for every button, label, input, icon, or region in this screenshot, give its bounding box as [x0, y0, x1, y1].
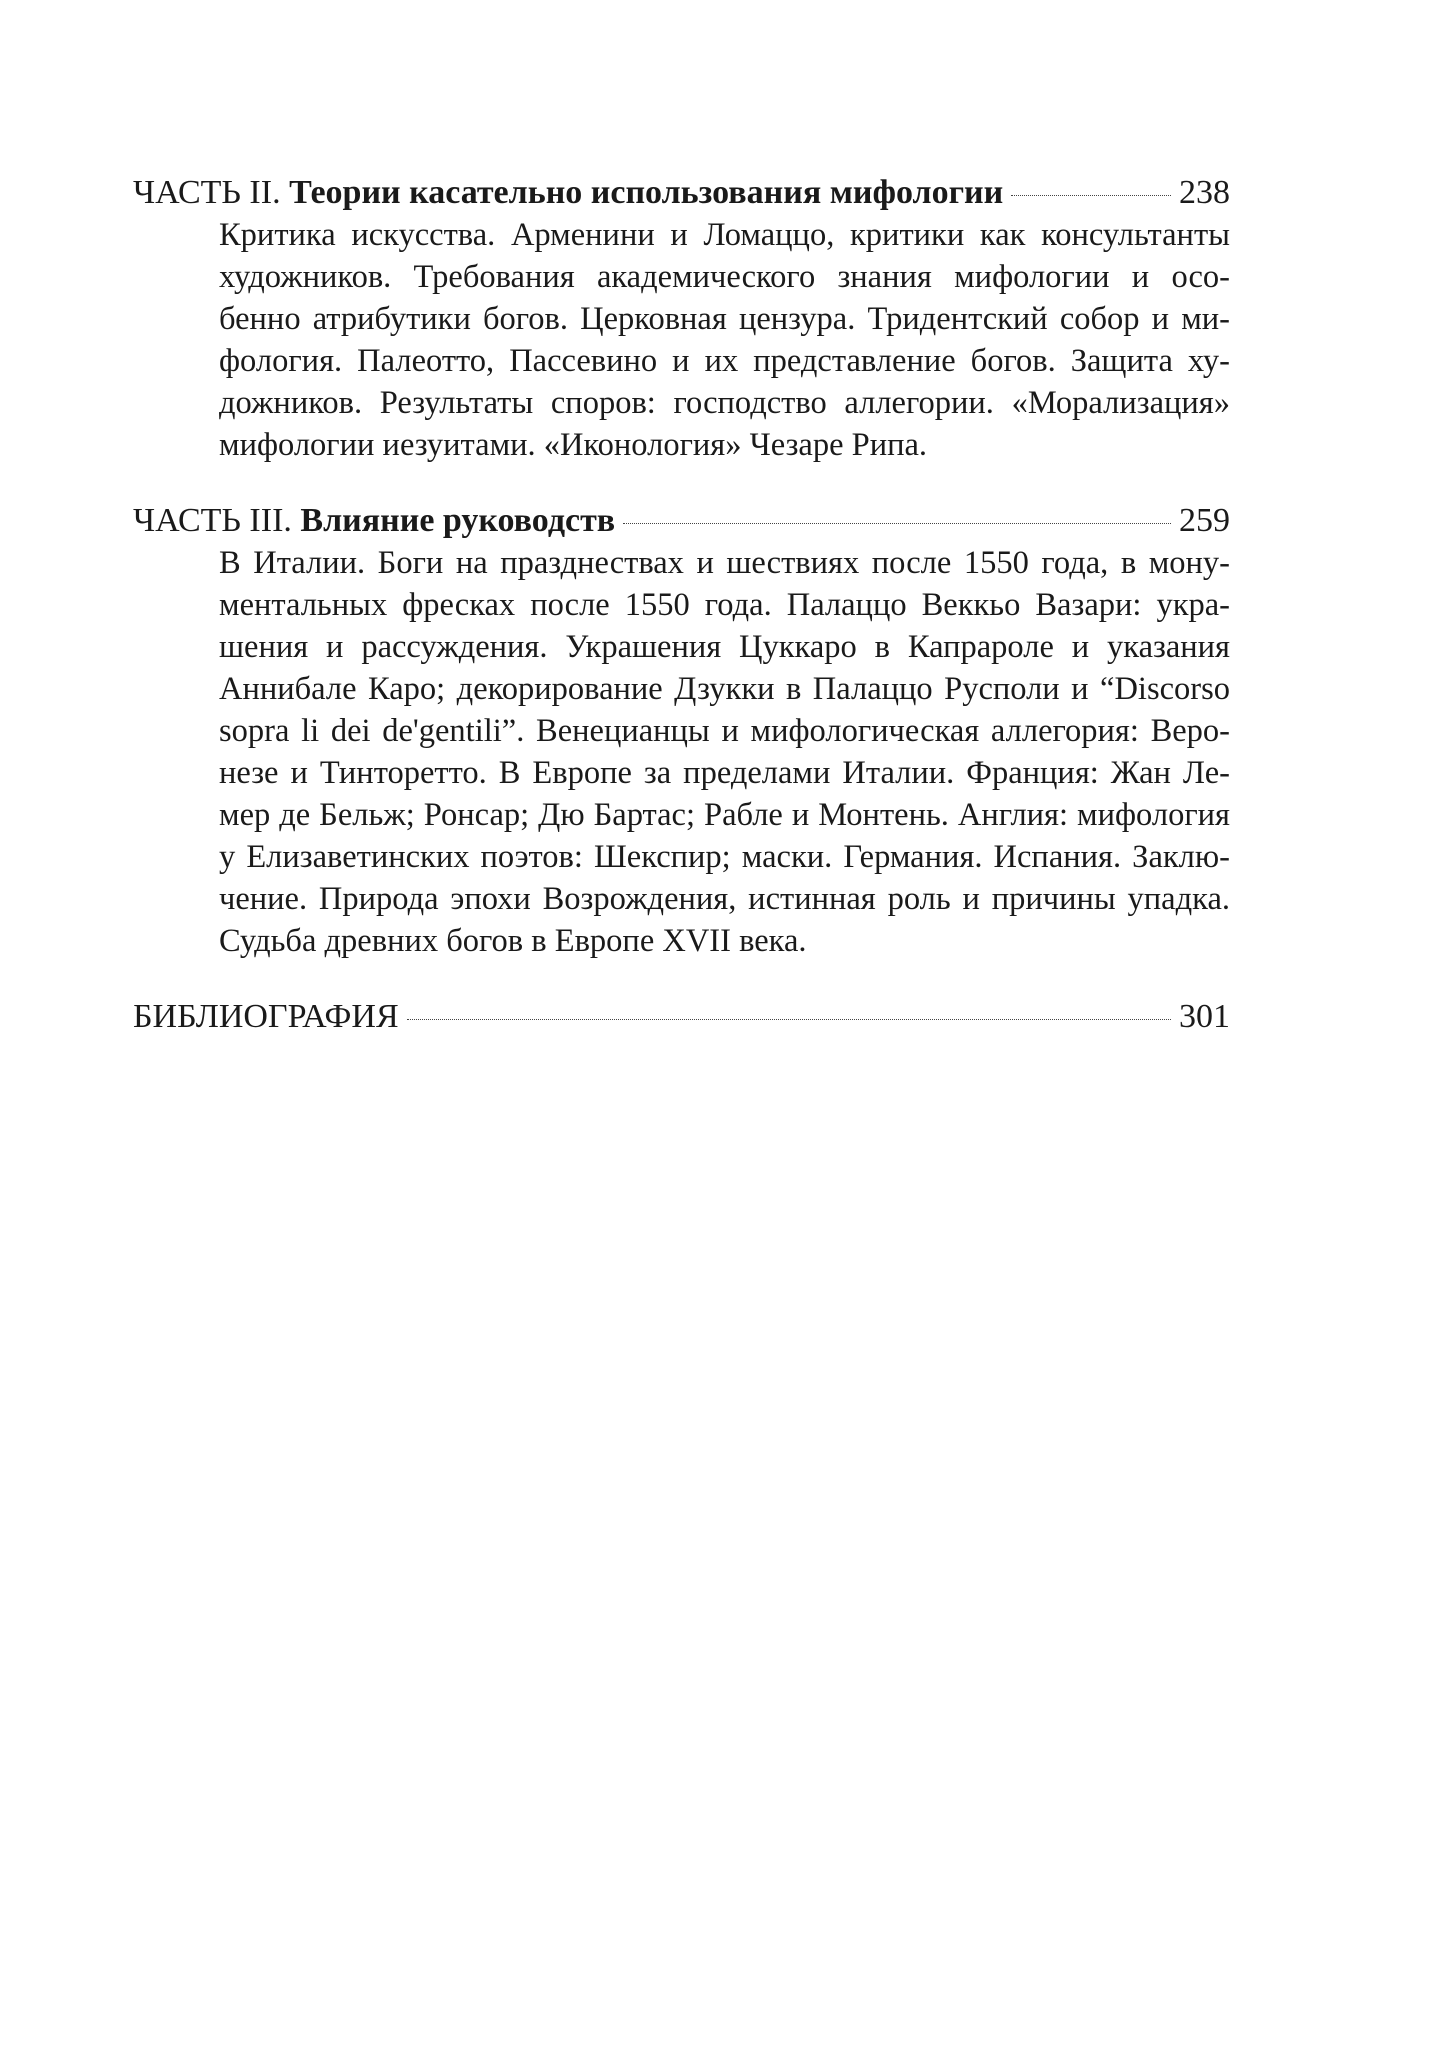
- description-line: у Елизаветинских поэтов: Шекспир; маски. Германия. Испания. Заклю-: [219, 839, 1230, 875]
- toc-description: [219, 542, 1230, 962]
- description-line: Судьба древних богов в Европе XVII века.: [219, 923, 807, 959]
- description-line: В Италии. Боги на празднествах и шествиях после 1550 года, в мону-: [219, 545, 1230, 581]
- dot-leader: [623, 523, 1171, 524]
- description-line: Аннибале Каро; декорирование Дзукки в Палаццо Русполи и “Discorso: [219, 671, 1230, 707]
- toc-entry-bibliography: [133, 996, 1230, 1038]
- toc-heading-line: [133, 172, 1230, 214]
- toc-part-title: Теории касательно использования мифологии: [289, 174, 1004, 211]
- toc-part-label: ЧАСТЬ II.: [133, 174, 281, 211]
- toc-part-title: Влияние руководств: [300, 502, 616, 539]
- toc-page-number: 238: [1179, 174, 1230, 211]
- description-line: мер де Бельж; Ронсар; Дю Бартас; Рабле и Монтень. Англия: мифология: [219, 797, 1230, 833]
- toc-part-label: ЧАСТЬ III.: [133, 502, 292, 539]
- description-line: Критика искусства. Арменини и Ломаццо, критики как консультанты: [219, 217, 1230, 253]
- description-line: фология. Палеотто, Пассевино и их представление богов. Защита ху-: [219, 343, 1230, 379]
- toc-entry-part-2: [133, 172, 1230, 466]
- description-line: sopra li dei de'gentili”. Венецианцы и мифологическая аллегория: Веро-: [219, 713, 1230, 749]
- toc-heading-line: [133, 500, 1230, 542]
- description-line: мифологии иезуитами. «Иконология» Чезаре Рипа.: [219, 427, 928, 463]
- description-line: дожников. Результаты споров: господство аллегории. «Морализация»: [219, 385, 1230, 421]
- toc-heading-line: [133, 996, 1230, 1038]
- toc-page-number: 301: [1179, 998, 1230, 1035]
- description-line: незе и Тинторетто. В Европе за пределами Италии. Франция: Жан Ле-: [219, 755, 1230, 791]
- description-line: чение. Природа эпохи Возрождения, истинная роль и причины упадка.: [219, 881, 1230, 917]
- dot-leader: [407, 1019, 1171, 1020]
- description-line: шения и рассуждения. Украшения Цуккаро в Капрароле и указания: [219, 629, 1230, 665]
- toc-bibliography-label: БИБЛИОГРАФИЯ: [133, 998, 399, 1035]
- description-line: художников. Требования академического знания мифологии и осо-: [219, 259, 1230, 295]
- toc-description: [219, 214, 1230, 466]
- toc-page-number: 259: [1179, 502, 1230, 539]
- toc-entry-part-3: [133, 500, 1230, 962]
- description-line: бенно атрибутики богов. Церковная цензура. Тридентский собор и ми-: [219, 301, 1230, 337]
- dot-leader: [1011, 195, 1171, 196]
- description-line: ментальных фресках после 1550 года. Палаццо Веккьо Вазари: укра-: [219, 587, 1230, 623]
- table-of-contents: [133, 172, 1230, 1038]
